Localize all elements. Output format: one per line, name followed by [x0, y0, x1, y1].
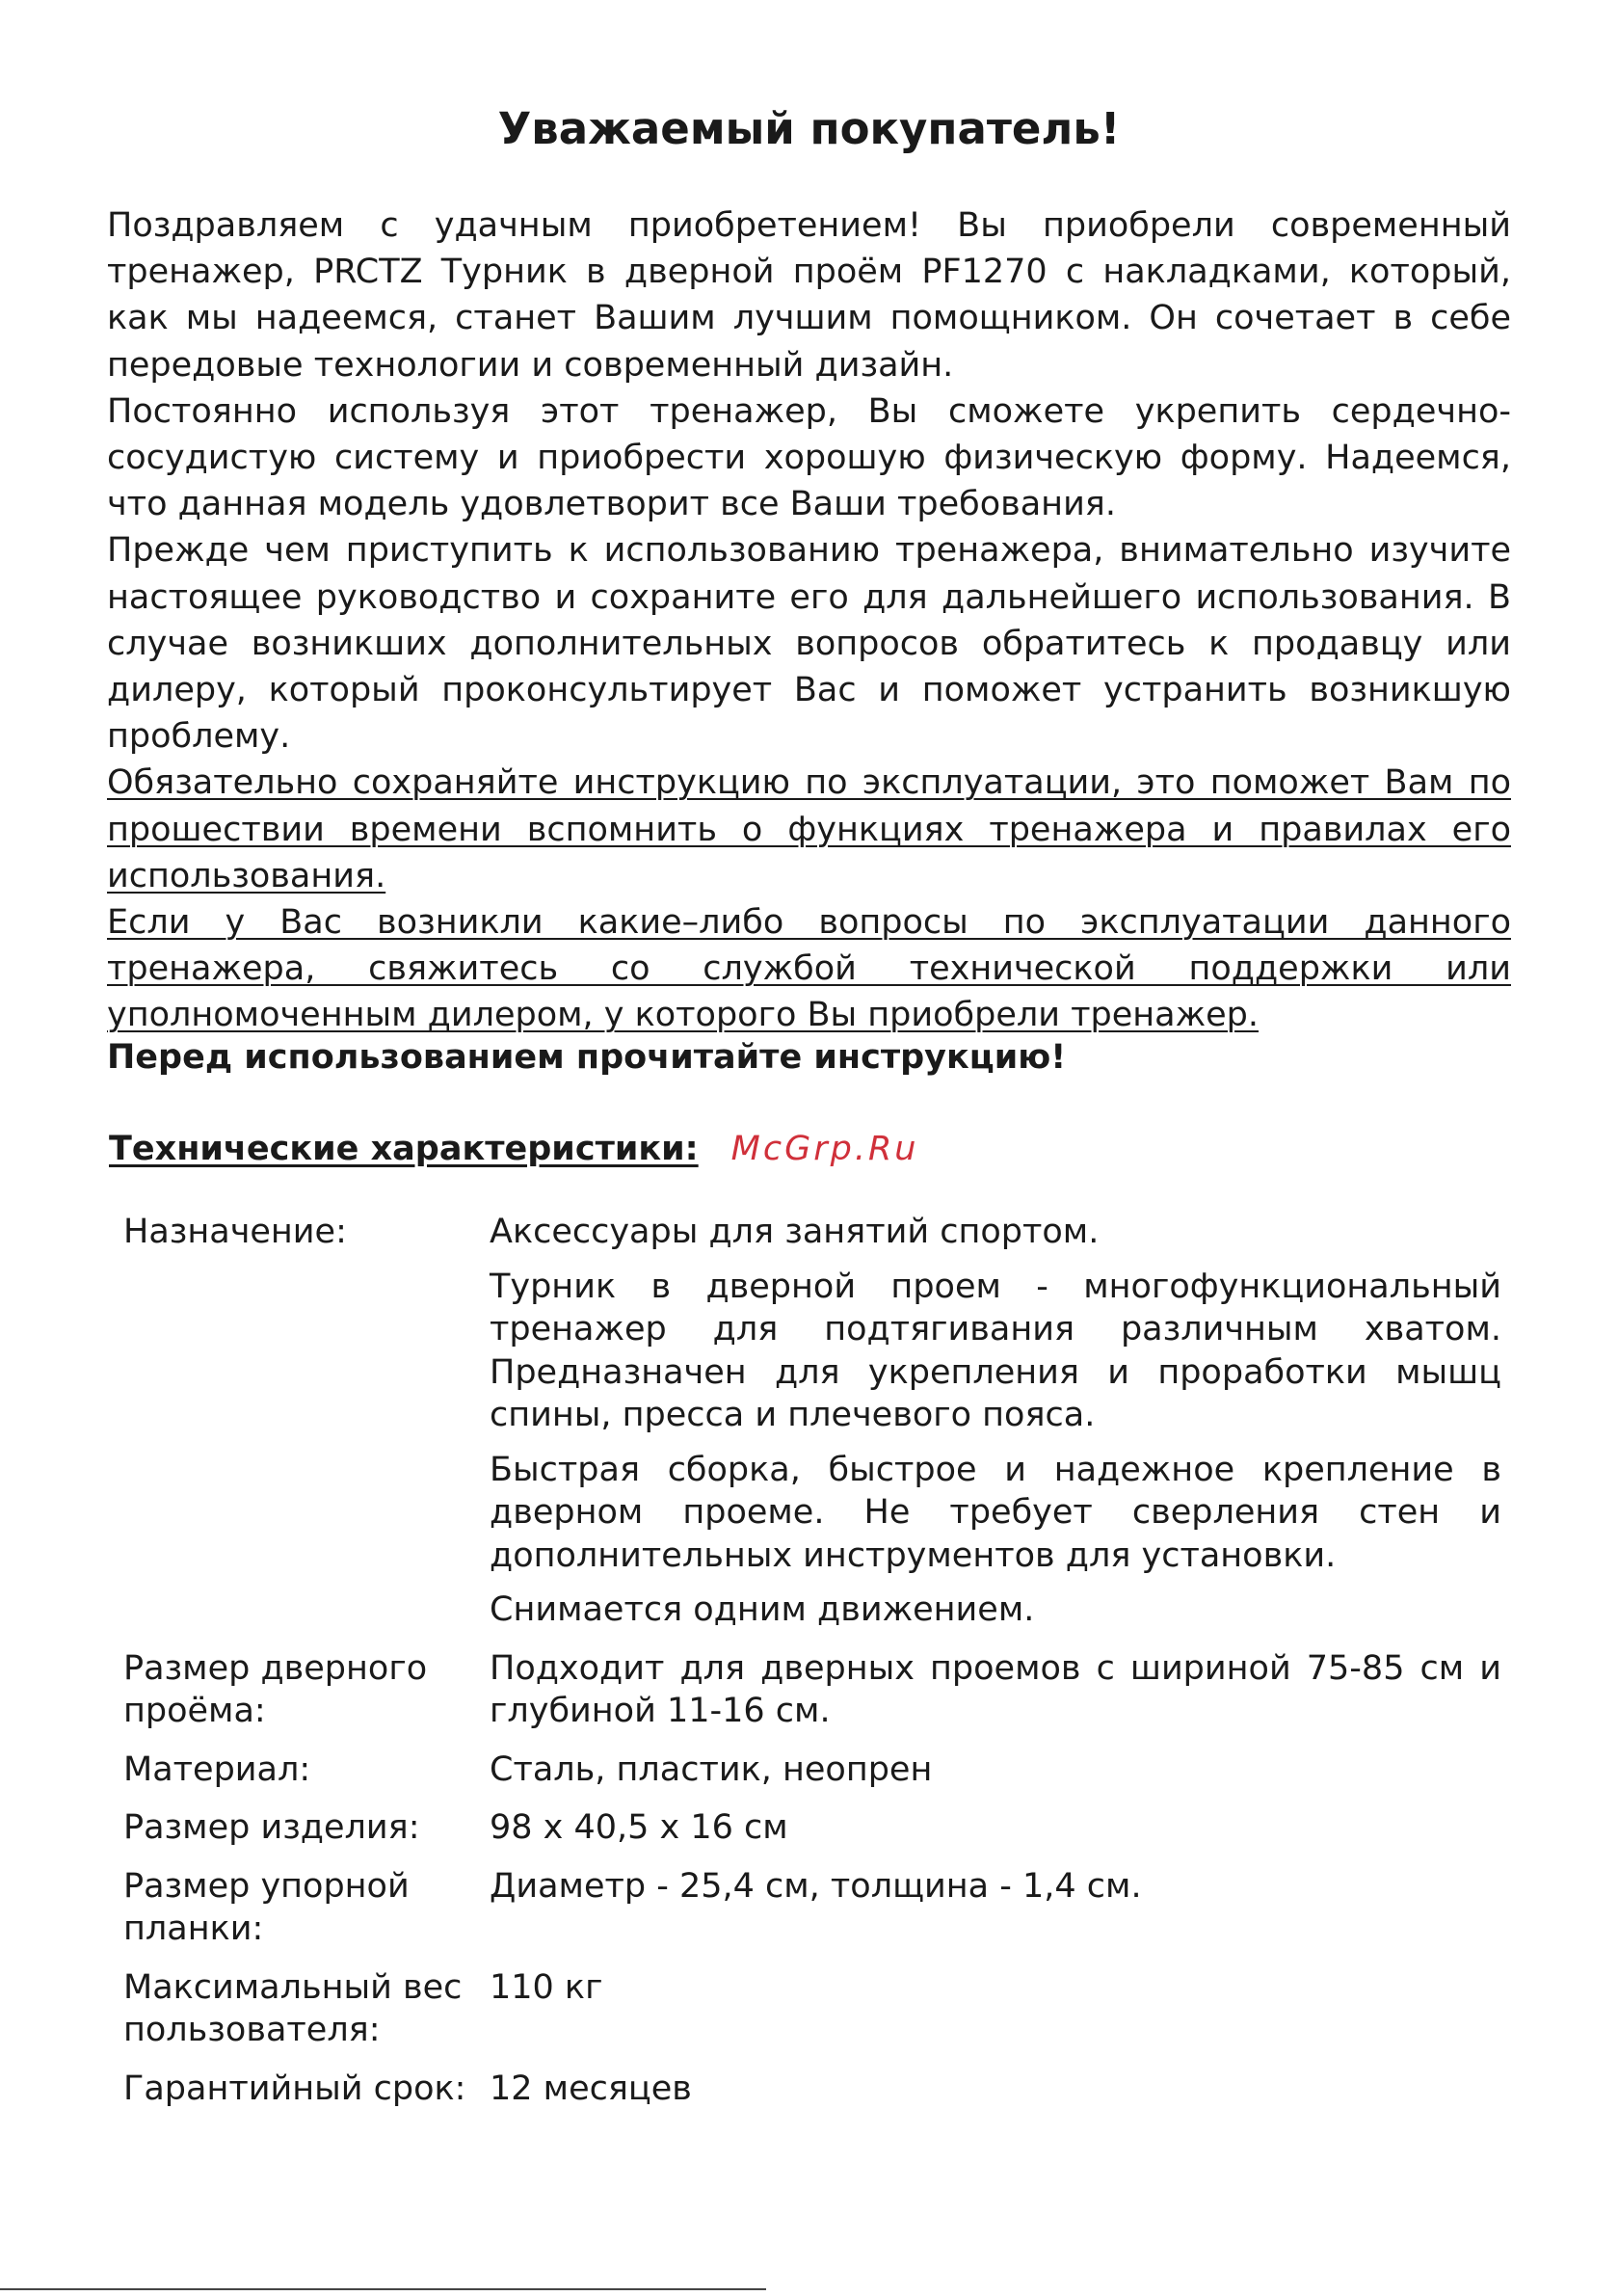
specs-table: [123, 1211, 1501, 2125]
spec-value-line: Снимается одним движением.: [490, 1590, 1035, 1629]
spec-value-line: Турник в дверной проем - многофункциональный тренажер для подтягивания различным хватом. Предназначен для укрепления и проработки мышц спины, пресса и плечевого пояса.: [490, 1267, 1501, 1434]
spec-row-material: [123, 1749, 1501, 1792]
specs-title: Технические характеристики:: [109, 1130, 699, 1168]
intro-paragraph-read-manual: Прежде чем приступить к использованию тренажера, внимательно изучите настоящее руководство и сохраните его для дальнейшего использования. В случае возникших дополнительных вопросов обратитесь к продавцу или дилеру, который проконсультирует Вас и поможет устранить возникшую проблему.: [107, 531, 1511, 757]
intro-section: [107, 202, 1511, 1039]
specs-heading-line: [109, 1126, 918, 1172]
spec-label: Размер изделия:: [123, 1808, 420, 1847]
spec-row-max-weight: [123, 1966, 1501, 2052]
spec-row-bar-size: [123, 1865, 1501, 1951]
intro-paragraph-benefits: Постоянно используя этот тренажер, Вы сможете укрепить сердечно-сосудистую систему и приобрести хорошую физическую форму. Надеемся, что данная модель удовлетворит все Ваши требования.: [107, 391, 1511, 524]
intro-paragraph-keep-manual: Обязательно сохраняйте инструкцию по эксплуатации, это поможет Вам по прошествии времени вспомнить о функциях тренажера и правилах его использования.: [107, 763, 1511, 895]
spec-value: [490, 1966, 1501, 2052]
footer-divider: [0, 2288, 766, 2290]
spec-value-line: 110 кг: [490, 1967, 603, 2007]
page-title: Уважаемый покупатель!: [497, 103, 1121, 154]
spec-row-warranty: [123, 2068, 1501, 2111]
spec-value-line: 98 x 40,5 x 16 см: [490, 1808, 788, 1847]
spec-value: [490, 1865, 1501, 1951]
spec-value-line: Диаметр - 25,4 см, толщина - 1,4 см.: [490, 1866, 1142, 1906]
spec-label: Назначение:: [123, 1213, 347, 1251]
intro-paragraph-support: Если у Вас возникли какие–либо вопросы по эксплуатации данного тренажера, свяжитесь со службой технической поддержки или уполномоченным дилером, у которого Вы приобрели тренажер.: [107, 903, 1511, 1035]
spec-label: Размер дверного проёма:: [123, 1648, 428, 1730]
spec-row-purpose: [123, 1211, 1501, 1632]
spec-label: Размер упорной планки:: [123, 1866, 410, 1948]
spec-label: Гарантийный срок:: [123, 2069, 466, 2108]
watermark-text: McGrp.Ru: [730, 1130, 919, 1168]
spec-value-line: Сталь, пластик, неопрен: [490, 1749, 933, 1789]
intro-paragraph-congrats: Поздравляем с удачным приобретением! Вы приобрели современный тренажер, PRCTZ Турник в дверной проём PF1270 с накладками, который, как мы надеемся, станет Вашим лучшим помощником. Он сочетает в себе передовые технологии и современный дизайн.: [107, 206, 1511, 385]
spec-value-line: Аксессуары для занятий спортом.: [490, 1213, 1100, 1251]
spec-value-line: Подходит для дверных проемов с шириной 75-85 см и глубиной 11-16 см.: [490, 1648, 1501, 1730]
spec-value: [490, 1749, 1501, 1792]
spec-label: Материал:: [123, 1749, 311, 1789]
spec-value: [490, 1211, 1501, 1632]
spec-value: [490, 1806, 1501, 1850]
spec-value: [490, 2068, 1501, 2111]
spec-value-line: Быстрая сборка, быстрое и надежное крепление в дверном проеме. Не требует сверления стен и дополнительных инструментов для установки.: [490, 1450, 1501, 1575]
spec-row-product-size: [123, 1806, 1501, 1850]
spec-row-door-size: [123, 1647, 1501, 1733]
spec-value-line: 12 месяцев: [490, 2069, 692, 2108]
warning-heading: Перед использованием прочитайте инструкцию!: [107, 1038, 1067, 1077]
spec-label: Максимальный вес пользователя:: [123, 1967, 463, 2049]
spec-value: [490, 1647, 1501, 1733]
